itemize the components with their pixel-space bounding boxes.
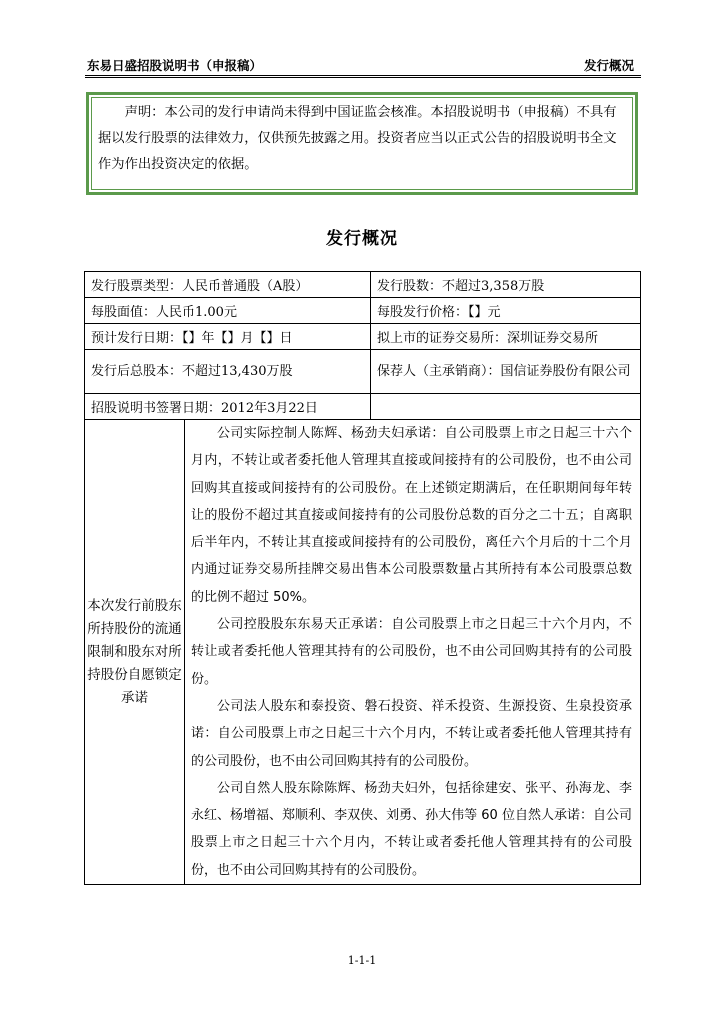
table-row	[85, 272, 641, 298]
table-row	[85, 394, 641, 420]
table-cell: 发行股数：不超过3,358万股	[371, 272, 641, 298]
page-number: 1-1-1	[347, 954, 377, 967]
table-cell: 保荐人（主承销商）：国信证券股份有限公司	[371, 350, 641, 394]
table-cell: 拟上市的证券交易所：深圳证券交易所	[371, 324, 641, 350]
table-cell-empty	[371, 394, 641, 420]
page-title: 发行概况	[326, 229, 398, 249]
commitment-paragraph: 公司自然人股东除陈辉、杨劲夫妇外，包括徐建安、张平、孙海龙、李永红、杨增福、郑顺利、李双侠、刘勇、孙大伟等 60 位自然人承诺：自公司股票上市之日起三十六个月内，不转让或者委托他人管理其持有的公司股份，也不由公司回购其持有的公司股份。	[191, 780, 633, 878]
commitment-paragraph: 公司控股股东东易天正承诺：自公司股票上市之日起三十六个月内，不转让或者委托他人管理其持有的公司股份，也不由公司回购其持有的公司股份。	[191, 617, 633, 687]
table-cell: 发行后总股本：不超过13,430万股	[85, 350, 371, 394]
commitment-paragraph: 公司实际控制人陈辉、杨劲夫妇承诺：自公司股票上市之日起三十六个月内，不转让或者委托他人管理其直接或间接持有的公司股份，也不由公司回购其直接或间接持有的公司股份。在上述锁定期满后，在任职期间每年转让的股份不超过其直接或间接持有的公司股份总数的百分之二十五；自离职后半年内，不转让其直接或间接持有的公司股份，离任六个月后的十二个月内通过证券交易所挂牌交易出售本公司股票数量占其所持有本公司股票总数的比例不超过 50%。	[191, 426, 633, 605]
table-row-commitments	[85, 420, 641, 885]
header-rule	[85, 75, 641, 76]
commitment-paragraph: 公司法人股东和泰投资、磐石投资、祥禾投资、生源投资、生泉投资承诺：自公司股票上市之日起三十六个月内，不转让或者委托他人管理其持有的公司股份，也不由公司回购其持有的公司股份。	[191, 698, 633, 769]
disclaimer-text: 声明：本公司的发行申请尚未得到中国证监会核准。本招股说明书（申报稿）不具有据以发行股票的法律效力，仅供预先披露之用。投资者应当以正式公告的招股说明书全文作为作出投资决定的依据。	[98, 105, 617, 172]
commitment-cell	[185, 420, 641, 885]
table-cell: 发行股票类型：人民币普通股（A股）	[85, 272, 371, 298]
table-row	[85, 324, 641, 350]
table-row	[85, 350, 641, 394]
table-row	[85, 298, 641, 324]
offering-overview-table	[84, 271, 641, 885]
header-document-title: 东易日盛招股说明书（申报稿）	[87, 58, 263, 73]
table-cell: 每股发行价格：【】元	[371, 298, 641, 324]
header-rule-second	[85, 77, 641, 78]
commitment-label: 本次发行前股东所持股份的流通限制和股东对所持股份自愿锁定承诺	[85, 420, 185, 885]
header-section-title: 发行概况	[583, 58, 634, 73]
table-cell: 每股面值：人民币1.00元	[85, 298, 371, 324]
table-cell: 预计发行日期：【】年【】月【】日	[85, 324, 371, 350]
disclaimer-box	[86, 92, 638, 195]
disclaimer-inner	[91, 97, 633, 190]
table-cell: 招股说明书签署日期：2012年3月22日	[85, 394, 371, 420]
